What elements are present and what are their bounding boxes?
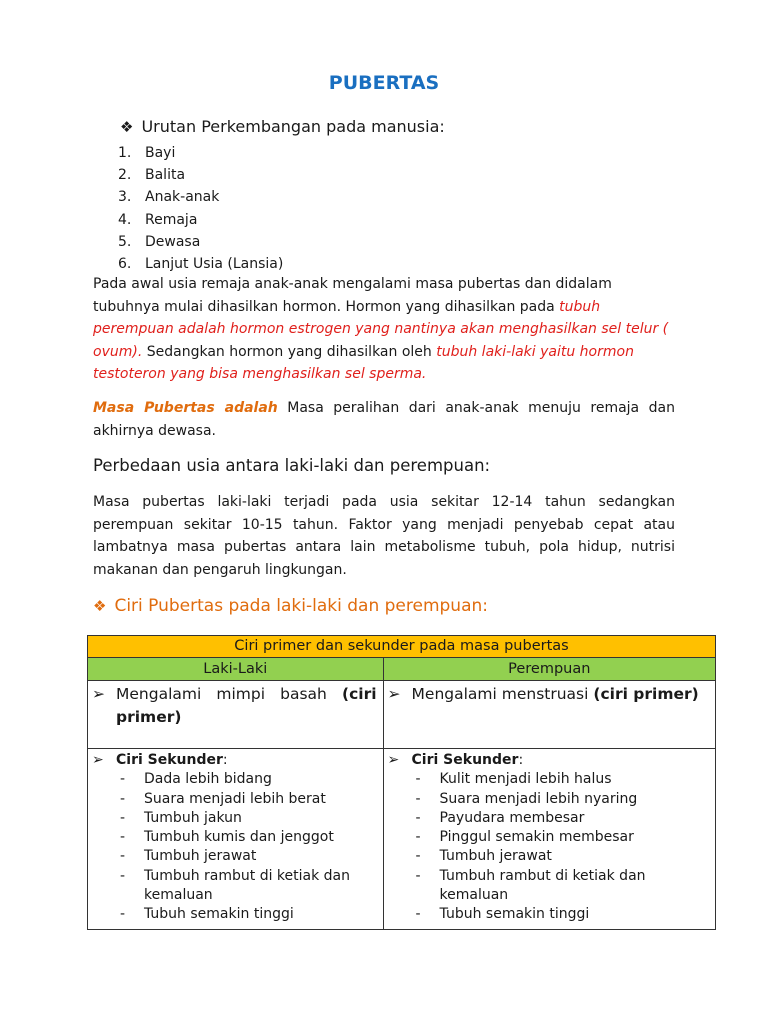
- list-item: - Pinggul semakin membesar: [388, 828, 709, 847]
- list-label: Tumbuh rambut di ketiak dan kemaluan: [439, 867, 646, 904]
- secondary-label: Ciri Sekunder: [116, 752, 223, 768]
- development-list: [118, 142, 283, 275]
- list-label: Tumbuh jerawat: [144, 848, 257, 865]
- table-title-row: [88, 636, 716, 658]
- list-label: Pinggul semakin membesar: [439, 829, 634, 846]
- list-item: [118, 209, 283, 231]
- cell-male-secondary: ➢ Ciri Sekunder : - Dada lebih bidang - Suara menjadi lebih berat - Tumbuh jakun - Tumbuh kumis dan jenggot - Tumbuh jerawat - Tumbuh rambut di ketiak dan kemaluan - Tubuh semakin tinggi: [88, 749, 384, 930]
- list-item: - Tumbuh rambut di ketiak dan kemaluan: [388, 867, 709, 906]
- list-item: [118, 142, 283, 164]
- list-item: - Kulit menjadi lebih halus: [388, 770, 709, 789]
- list-item: - Suara menjadi lebih nyaring: [388, 790, 709, 809]
- list-label: Tumbuh kumis dan jenggot: [144, 829, 334, 846]
- list-item: [118, 164, 283, 186]
- paragraph-age-difference: Masa pubertas laki-laki terjadi pada usia sekitar 12-14 tahun sedangkan perempuan sekitar 10-15 tahun. Faktor yang menjadi penyebab cepat atau lambatnya masa pubertas antara lain metabolisme tubuh, pola hidup, nutrisi makanan dan pengaruh lingkungan.: [93, 494, 675, 578]
- diamond-bullet-icon: ❖: [93, 597, 107, 615]
- column-header-male: Laki-Laki: [88, 658, 384, 681]
- cell-female-primary: [383, 681, 715, 749]
- primary-tag: (ciri primer): [116, 685, 377, 726]
- list-label: Dewasa: [145, 233, 201, 250]
- list-item: - Payudara membesar: [388, 809, 709, 828]
- list-item: [118, 231, 283, 253]
- list-label: Balita: [145, 167, 186, 184]
- list-number: 1.: [118, 145, 132, 161]
- list-item: - Suara menjadi lebih berat: [92, 790, 377, 809]
- list-label: Dada lebih bidang: [144, 771, 272, 788]
- list-label: Payudara membesar: [439, 809, 585, 826]
- list-label: Suara menjadi lebih nyaring: [439, 790, 638, 807]
- primary-text: Mengalami mimpi basah: [116, 685, 342, 703]
- table-row-secondary: [88, 749, 716, 930]
- table-row-primary: [88, 681, 716, 749]
- highlight-text-female: tubuh perempuan adalah hormon estrogen yang nantinya akan menghasilkan sel telur ( ovum).: [93, 298, 669, 360]
- list-number: 5.: [118, 233, 132, 250]
- list-label: Tumbuh jerawat: [439, 848, 552, 865]
- list-label: Kulit menjadi lebih halus: [439, 771, 612, 788]
- section-heading-characteristics: [93, 596, 488, 616]
- list-label: Tubuh semakin tinggi: [439, 906, 590, 923]
- list-item: - Tumbuh kumis dan jenggot: [92, 828, 377, 847]
- column-header-female: Perempuan: [383, 658, 715, 681]
- definition-text: Masa peralihan dari anak-anak menuju remaja dan akhirnya dewasa.: [93, 400, 675, 439]
- list-number: 6.: [118, 256, 132, 273]
- section-heading-age-difference: Perbedaan usia antara laki-laki dan perempuan:: [93, 456, 491, 475]
- definition-lead: Masa Pubertas adalah: [93, 400, 278, 416]
- arrow-bullet-icon: ➢: [387, 752, 400, 768]
- list-number: 2.: [118, 167, 132, 184]
- paragraph-text: Sedangkan hormon yang dihasilkan oleh: [142, 343, 437, 360]
- heading-text: Ciri Pubertas pada laki-laki dan perempuan:: [114, 596, 489, 616]
- arrow-bullet-icon: ➢: [92, 685, 105, 703]
- arrow-bullet-icon: ➢: [387, 685, 401, 703]
- table-header-row: [88, 658, 716, 681]
- list-label: Tubuh semakin tinggi: [144, 906, 294, 923]
- list-item: - Dada lebih bidang: [92, 770, 377, 789]
- list-number: 3.: [118, 189, 132, 206]
- primary-text: Mengalami menstruasi: [411, 685, 594, 703]
- arrow-bullet-icon: ➢: [92, 752, 104, 768]
- cell-female-secondary: ➢ Ciri Sekunder : - Kulit menjadi lebih halus - Suara menjadi lebih nyaring - Payudara membesar - Pinggul semakin membesar - Tumbuh jerawat - Tumbuh rambut di ketiak dan kemaluan - Tubuh semakin tinggi: [383, 749, 715, 930]
- highlight-text-male: tubuh laki-laki yaitu hormon testoteron yang bisa menghasilkan sel sperma.: [93, 343, 634, 382]
- list-item: [118, 253, 283, 275]
- paragraph-hormones: [93, 273, 675, 386]
- list-item: - Tubuh semakin tinggi: [388, 905, 709, 924]
- list-label: Anak-anak: [145, 189, 220, 206]
- primary-tag: (ciri primer): [593, 685, 699, 703]
- table-title: Ciri primer dan sekunder pada masa pubertas: [88, 636, 716, 658]
- heading-text: Urutan Perkembangan pada manusia:: [141, 117, 445, 136]
- diamond-bullet-icon: ❖: [120, 118, 134, 136]
- secondary-label: Ciri Sekunder: [411, 752, 519, 768]
- list-label: Suara menjadi lebih berat: [144, 790, 326, 807]
- list-item: - Tumbuh jerawat: [388, 847, 709, 866]
- list-label: Tumbuh jakun: [144, 809, 242, 826]
- list-label: Tumbuh rambut di ketiak dan kemaluan: [144, 867, 350, 904]
- puberty-table: [87, 635, 716, 930]
- list-label: Bayi: [145, 145, 176, 161]
- list-number: 4.: [118, 211, 132, 228]
- list-item: - Tumbuh rambut di ketiak dan kemaluan: [92, 867, 377, 906]
- list-item: - Tumbuh jerawat: [92, 847, 377, 866]
- paragraph-text: Pada awal usia remaja anak-anak mengalami masa pubertas dan didalam tubuhnya mulai dihasilkan hormon. Hormon yang dihasilkan pada: [93, 276, 612, 315]
- list-item: - Tumbuh jakun: [92, 809, 377, 828]
- page-title: PUBERTAS: [328, 72, 440, 94]
- list-item: - Tubuh semakin tinggi: [92, 905, 377, 924]
- paragraph-definition: [93, 397, 675, 442]
- list-label: Remaja: [145, 211, 198, 228]
- list-label: Lanjut Usia (Lansia): [145, 256, 284, 273]
- list-item: [118, 186, 283, 208]
- cell-male-primary: [88, 681, 384, 749]
- section-heading-development: [120, 117, 445, 136]
